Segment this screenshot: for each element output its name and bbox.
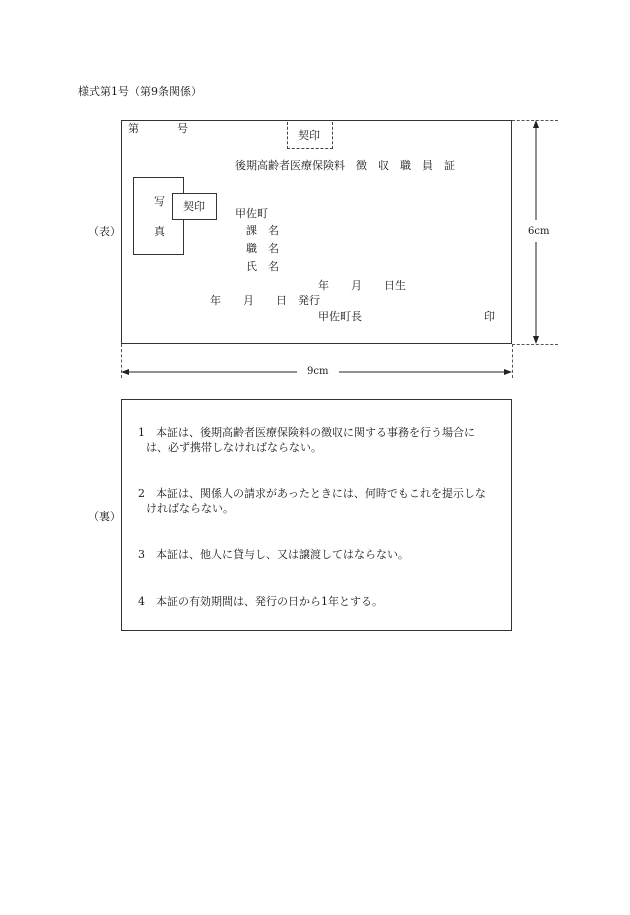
back-item-3: 3 本証は、他人に貸与し、又は譲渡してはならない。 bbox=[138, 548, 409, 561]
photo-label-1: 写 bbox=[154, 195, 165, 208]
seal-mark: 印 bbox=[484, 310, 495, 323]
back-side-label: （裏） bbox=[88, 510, 121, 523]
width-dimension-label: 9cm bbox=[307, 366, 329, 377]
field-section: 課 名 bbox=[246, 224, 279, 237]
back-item-1-line-1: 1 本証は、後期高齢者医療保険料の徴収に関する事務を行う場合に bbox=[138, 426, 475, 439]
number-label-suffix: 号 bbox=[177, 122, 188, 135]
field-name: 氏 名 bbox=[246, 260, 279, 273]
field-position: 職 名 bbox=[246, 242, 279, 255]
photo-stamp-label: 契印 bbox=[183, 200, 205, 213]
front-side-label: （表） bbox=[88, 225, 121, 238]
photo-label-2: 真 bbox=[154, 225, 165, 238]
birth-date: 年 月 日生 bbox=[318, 279, 406, 292]
form-title: 様式第1号（第9条関係） bbox=[78, 85, 202, 98]
card-title: 後期高齢者医療保険料 徴 収 職 員 証 bbox=[235, 159, 455, 172]
town-name: 甲佐町 bbox=[235, 207, 268, 220]
height-dimension-label: 6cm bbox=[528, 226, 550, 237]
back-item-2-line-2: ければならない。 bbox=[146, 502, 234, 515]
back-item-2-line-1: 2 本証は、関係人の請求があったときには、何時でもこれを提示しな bbox=[138, 487, 486, 500]
issuer: 甲佐町長 bbox=[318, 310, 362, 323]
number-label-prefix: 第 bbox=[128, 122, 139, 135]
back-item-1-line-2: は、必ず携帯しなければならない。 bbox=[146, 441, 322, 454]
issue-date: 年 月 日 発行 bbox=[210, 294, 320, 307]
back-item-4: 4 本証の有効期間は、発行の日から1年とする。 bbox=[138, 595, 383, 608]
seal-tab-label: 契印 bbox=[298, 129, 320, 142]
